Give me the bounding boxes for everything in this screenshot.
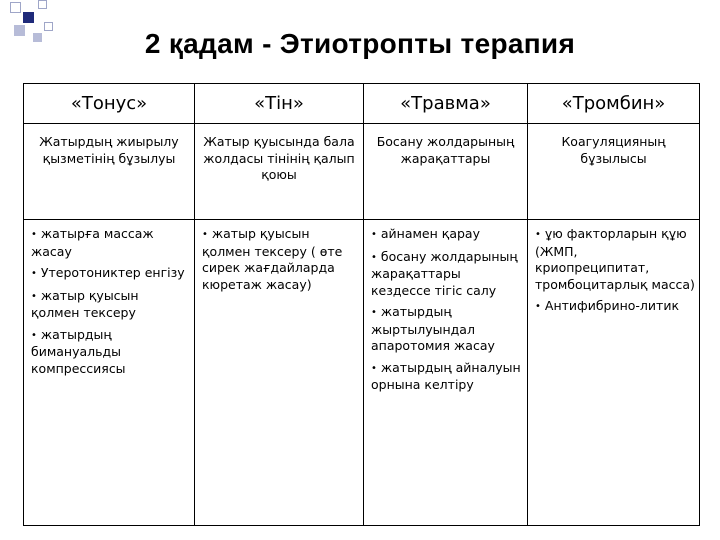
action-text: Антифибрино-литик: [544, 298, 679, 313]
bullet-icon: •: [535, 229, 541, 240]
therapy-table: [23, 83, 700, 526]
table-row-actions: [24, 220, 700, 526]
action-text: жатырға массаж жасау: [31, 226, 154, 259]
cause-cell-trombin: Коагуляцияның бұзылысы: [528, 124, 700, 220]
decor-square-outline: [10, 2, 21, 13]
action-text: босану жолдарының жарақаттары кездессе тігіс салу: [371, 248, 518, 298]
column-header-tin: «Тін»: [195, 84, 364, 124]
column-header-travma: «Травма»: [364, 84, 528, 124]
actions-cell-travma: [364, 220, 528, 526]
actions-cell-tin: [195, 220, 364, 526]
bullet-icon: •: [371, 307, 377, 318]
cause-cell-tonus: Жатырдың жиырылу қызметінің бұзылуы: [24, 124, 195, 220]
list-item: [31, 226, 190, 260]
bullet-icon: •: [202, 229, 208, 240]
actions-cell-tonus: [24, 220, 195, 526]
bullet-icon: •: [31, 290, 37, 302]
action-text: жатыр қуысын қолмен тексеру ( өте сирек жағдайларда кюретаж жасау): [202, 226, 343, 292]
cause-cell-travma: Босану жолдарының жарақаттары: [364, 124, 528, 220]
column-header-trombin: «Тромбин»: [528, 84, 700, 124]
list-item: [535, 226, 695, 293]
list-item: [202, 226, 359, 293]
action-text: жатырдың бимануальды компрессиясы: [31, 326, 126, 376]
list-item: [31, 288, 190, 322]
list-item: [31, 265, 190, 283]
list-item: [31, 327, 190, 378]
bullet-icon: •: [371, 362, 377, 374]
bullet-icon: •: [371, 229, 377, 240]
list-item: [371, 360, 523, 394]
list-item: [371, 249, 523, 300]
bullet-icon: •: [371, 251, 377, 263]
action-text: ұю факторларын құю (ЖМП, криопреципитат, тромбоцитарлық масса): [535, 226, 695, 292]
cause-cell-tin: Жатыр қуысында бала жолдасы тінінің қалып қоюы: [195, 124, 364, 220]
column-header-tonus: «Тонус»: [24, 84, 195, 124]
action-text: жатырдың айналуын орнына келтіру: [371, 359, 521, 392]
decor-square-outline: [38, 0, 47, 9]
table-row-causes: [24, 124, 700, 220]
action-text: Утеротониктер енгізу: [40, 265, 185, 280]
action-text: жатырдың жыртылуындал апаротомия жасау: [371, 304, 495, 353]
bullet-icon: •: [31, 229, 37, 240]
action-text: жатыр қуысын қолмен тексеру: [31, 287, 139, 320]
bullet-icon: •: [31, 268, 37, 279]
list-item: [535, 298, 695, 316]
slide-title: 2 қадам - Этиотропты терапия: [144, 28, 576, 59]
table-header-row: [24, 84, 700, 124]
list-item: [371, 226, 523, 244]
action-text: айнамен қарау: [380, 226, 480, 241]
list-item: [371, 304, 523, 355]
decor-square-dark: [23, 12, 34, 23]
actions-cell-trombin: [528, 220, 700, 526]
bullet-icon: •: [31, 329, 37, 341]
bullet-icon: •: [535, 301, 541, 312]
